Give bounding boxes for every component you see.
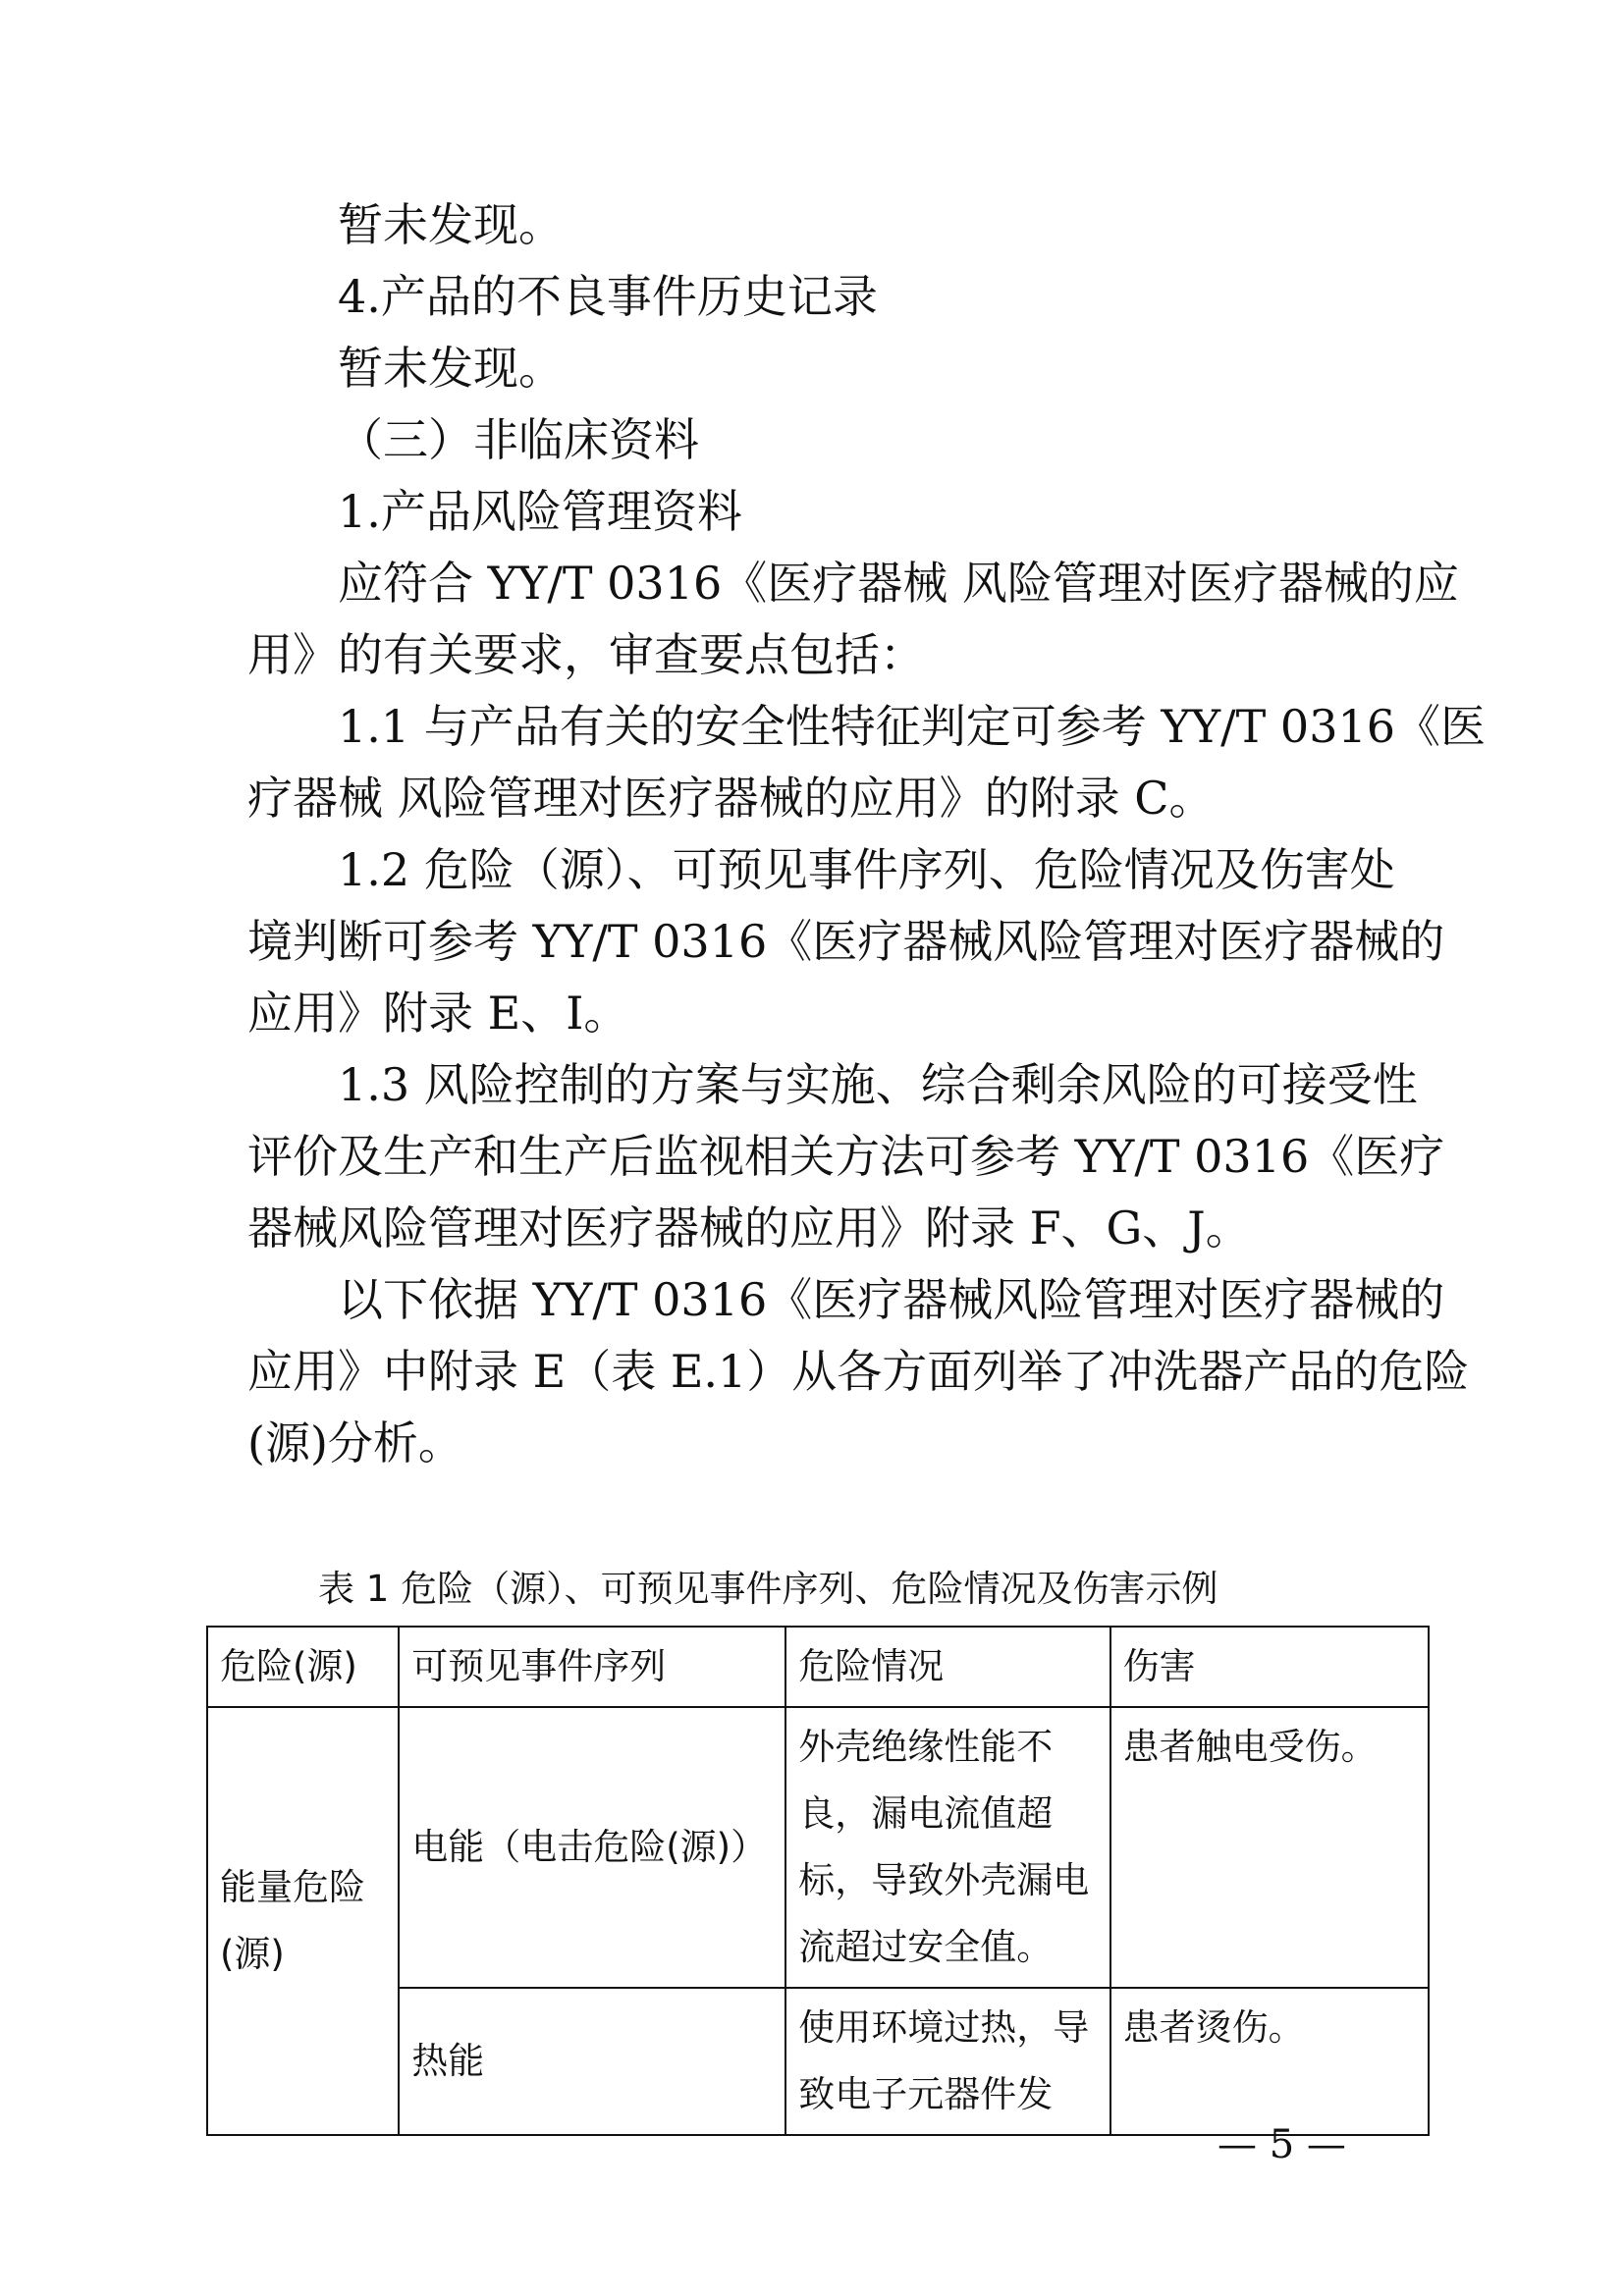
paragraph-line: 用》的有关要求，审查要点包括： (247, 628, 925, 681)
paragraph-line: 暂未发现。 (338, 198, 564, 251)
table-header-row (207, 1627, 1429, 1707)
paragraph-line: 1.1 与产品有关的安全性特征判定可参考 YY/T 0316《医 (338, 700, 1487, 753)
sequence-cell (399, 1707, 785, 1988)
paragraph-line: 境判断可参考 YY/T 0316《医疗器械风险管理对医疗器械的 (247, 915, 1445, 968)
header-situation: 危险情况 (785, 1627, 1110, 1707)
sequence-text: 电能（电击危险(源)） (411, 1826, 768, 1868)
sequence-text: 热能 (411, 2040, 485, 2082)
hazard-group-cell (207, 1707, 399, 2135)
situation-cell (785, 1707, 1110, 1988)
paragraph-line: 1.3 风险控制的方案与实施、综合剩余风险的可接受性 (338, 1058, 1418, 1111)
hazard-table (206, 1626, 1430, 2136)
section-heading: 1.产品风险管理资料 (338, 485, 742, 538)
paragraph-line: 疗器械 风险管理对医疗器械的应用》的附录 C。 (247, 772, 1215, 825)
harm-cell (1110, 1988, 1429, 2135)
harm-text: 患者烫伤。 (1122, 2006, 1305, 2049)
header-hazard: 危险(源) (207, 1627, 399, 1707)
situation-cell (785, 1988, 1110, 2135)
page-number: — 5 — (1218, 2122, 1346, 2167)
header-harm: 伤害 (1110, 1627, 1429, 1707)
paragraph-line: 应用》附录 E、I。 (247, 987, 629, 1040)
paragraph-line: 以下依据 YY/T 0316《医疗器械风险管理对医疗器械的 (338, 1273, 1445, 1326)
paragraph-line: 评价及生产和生产后监视相关方法可参考 YY/T 0316《医疗 (247, 1130, 1445, 1183)
section-heading: 4.产品的不良事件历史记录 (338, 270, 878, 323)
paragraph-line: 器械风险管理对医疗器械的应用》附录 F、G、J。 (247, 1201, 1251, 1255)
paragraph-line: 暂未发现。 (338, 342, 564, 395)
header-sequence: 可预见事件序列 (399, 1627, 785, 1707)
situation-text: 外壳绝缘性能不良，漏电流值超标，导致外壳漏电流超过安全值。 (798, 1726, 1090, 1968)
hazard-group-label: 能量危险(源) (220, 1866, 365, 1975)
harm-text: 患者触电受伤。 (1122, 1726, 1378, 1768)
harm-cell (1110, 1707, 1429, 1988)
paragraph-line: 应符合 YY/T 0316《医疗器械 风险管理对医疗器械的应 (338, 557, 1459, 610)
paragraph-line: 应用》中附录 E（表 E.1）从各方面列举了冲洗器产品的危险 (247, 1345, 1470, 1398)
table-row (207, 1707, 1429, 1988)
paragraph-line: 1.2 危险（源）、可预见事件序列、危险情况及伤害处 (338, 843, 1395, 896)
paragraph-line: (源)分析。 (247, 1416, 463, 1469)
situation-text: 使用环境过热，导致电子元器件发 (798, 2006, 1090, 2115)
section-heading: （三）非临床资料 (338, 413, 699, 466)
sequence-cell (399, 1988, 785, 2135)
table-caption: 表 1 危险（源）、可预见事件序列、危险情况及伤害示例 (318, 1568, 1218, 1610)
